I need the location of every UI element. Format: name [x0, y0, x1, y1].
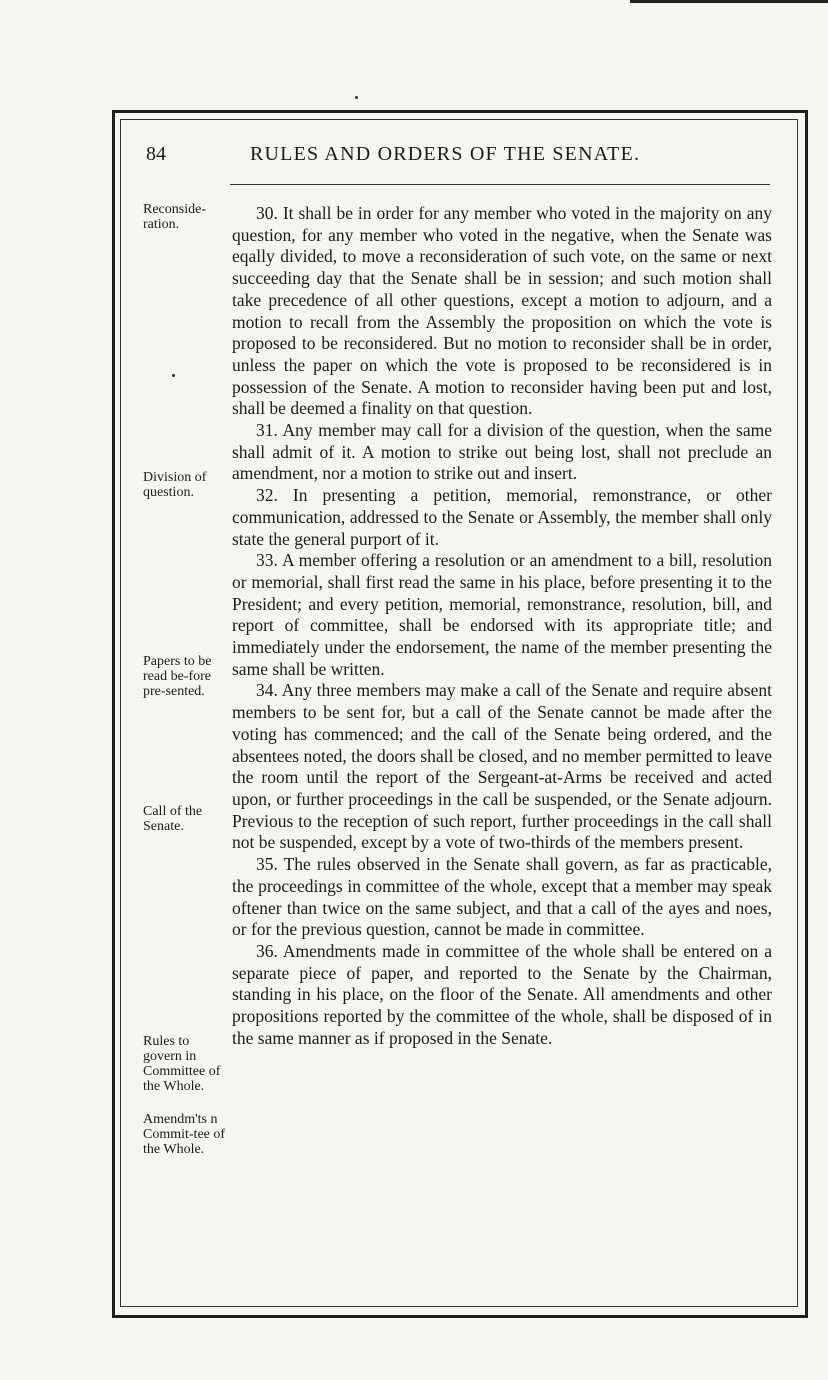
top-edge-rule — [630, 0, 828, 3]
rule-32-paragraph: 32. In presenting a petition, memorial, remonstrance, or other communication, addressed to the Senate or Assembly, the member shall only state the general purport of it. — [232, 485, 772, 549]
page-title: RULES AND ORDERS OF THE SENATE. — [250, 143, 641, 165]
header-rule — [230, 184, 770, 185]
rule-36-paragraph: 36. Amendments made in committee of the whole shall be entered on a separate piece of paper, and reported to the Senate by the Chairman, standing in his place, on the floor of the Senate. All amendments and other propositions reported by the committee of the whole, shall be disposed of in the same manner as if proposed in the Senate. — [232, 940, 772, 1048]
margin-note-amendments: Amendm'ts n Commit-tee of the Whole. — [143, 1112, 226, 1157]
margin-note-reconsideration: Reconside-ration. — [143, 202, 206, 232]
margin-note-papers: Papers to be read be-fore pre-sented. — [143, 654, 212, 699]
margin-note-division: Division of question. — [143, 470, 207, 500]
margin-note-call: Call of the Senate. — [143, 804, 203, 834]
page-number: 84 — [146, 143, 166, 165]
margin-note-rules-committee: Rules to govern in Committee of the Whole. — [143, 1034, 221, 1094]
rule-33-paragraph: 33. A member offering a resolution or an amendment to a bill, resolution or memorial, shall first read the same in his place, before presenting it to the President; and every petition, memorial, remonstrance, resolution, bill, and report of committee, shall be endorsed with its appropriate title; and immediately under the endorsement, the name of the member presenting the same shall be written. — [232, 550, 772, 679]
rule-31-paragraph: 31. Any member may call for a division of the question, when the same shall admit of it. A motion to strike out being lost, shall not preclude an amendment, nor a motion to strike out and insert. — [232, 420, 772, 484]
ink-speck — [355, 96, 358, 99]
rule-30-paragraph: 30. It shall be in order for any member who voted in the majority on any question, for any member who voted in the negative, when the Senate was eqally divided, to move a reconsideration of such vote, on the same or next succeeding day that the Senate shall be in session; and such motion shall take precedence of all other questions, except a motion to adjourn, and a motion to recall from the Assembly the proposition on which the vote is proposed to be reconsidered. But no motion to reconsider shall be in order, unless the paper on which the vote is proposed to be reconsidered is in possession of the Senate. A motion to reconsider having been put and lost, shall be deemed a finality on that question. — [232, 203, 772, 419]
body-text — [232, 203, 772, 1049]
rule-34-paragraph: 34. Any three members may make a call of the Senate and require absent members to be sent for, but a call of the Senate cannot be made after the voting has commenced; and the call of the Senate being ordered, and the absentees noted, the doors shall be closed, and no member permitted to leave the room until the report of the Sergeant-at-Arms be received and acted upon, or further proceedings in the call be suspended, or the Senate adjourn. Previous to the reception of such report, further proceedings in the call shall not be suspended, except by a vote of two-thirds of the members present. — [232, 680, 772, 853]
rule-35-paragraph: 35. The rules observed in the Senate shall govern, as far as practicable, the proceedings in committee of the whole, except that a member may speak oftener than twice on the same subject, and that a call of the ayes and noes, or for the previous question, cannot be made in committee. — [232, 854, 772, 940]
